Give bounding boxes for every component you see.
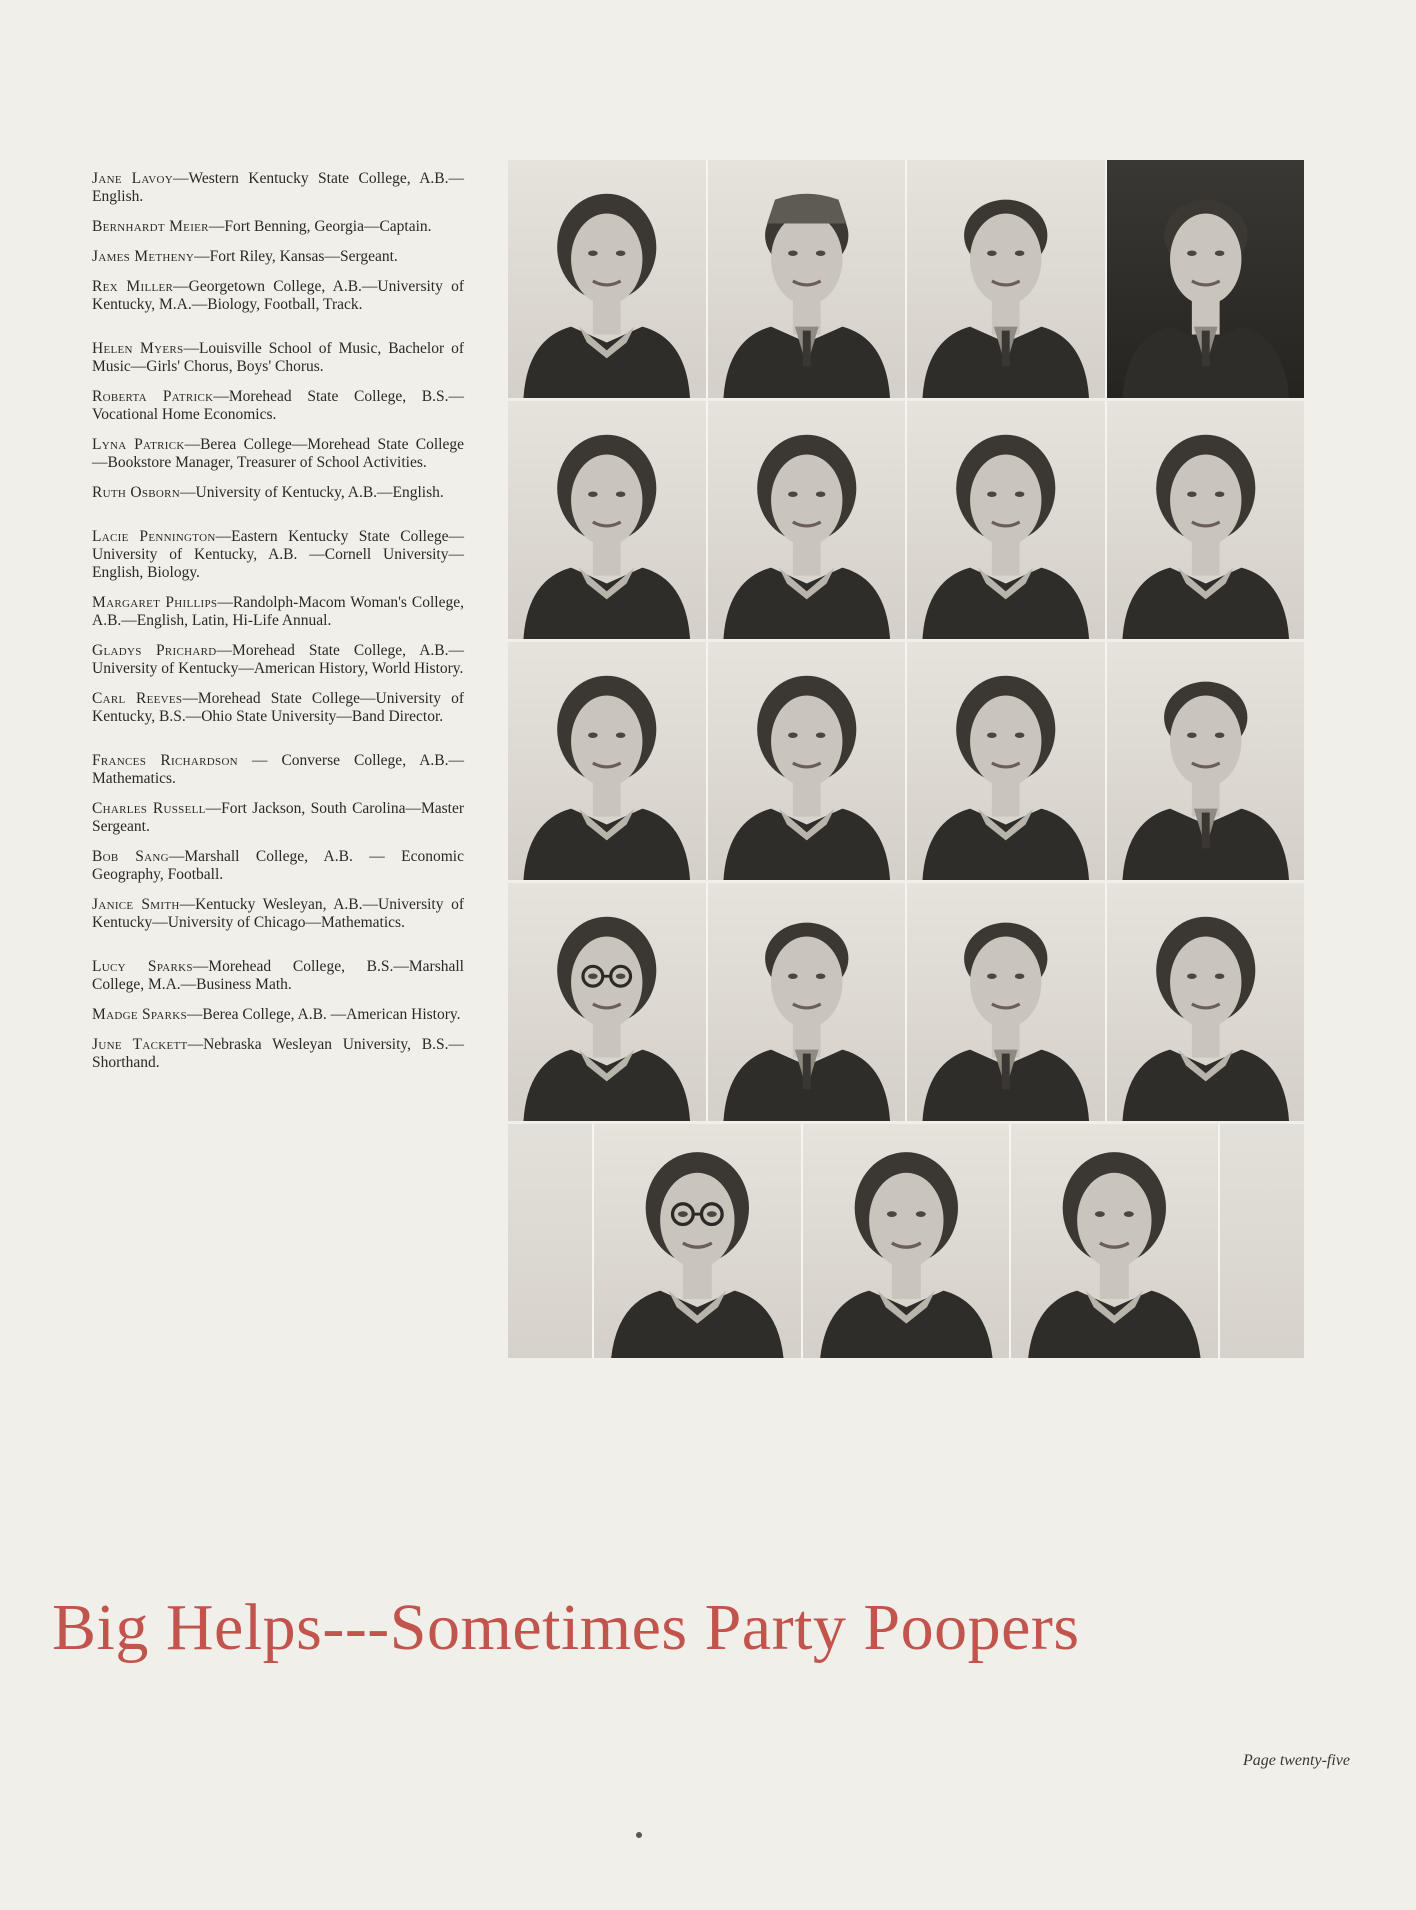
faculty-name: Gladys Prichard bbox=[92, 642, 217, 659]
faculty-portrait bbox=[508, 883, 708, 1121]
faculty-name: Jane Lavoy bbox=[92, 170, 173, 187]
faculty-name: Lacie Pennington bbox=[92, 528, 216, 545]
caption-group bbox=[92, 528, 464, 726]
faculty-name: Margaret Phillips bbox=[92, 594, 218, 611]
faculty-entry bbox=[92, 848, 464, 884]
faculty-details: —Eastern Kentucky State College—University of Kentucky, A.B. —Cornell University—English, Biology. bbox=[92, 528, 464, 581]
faculty-name: James Metheny bbox=[92, 248, 195, 265]
blank-photo-cell bbox=[508, 1124, 594, 1358]
faculty-name: June Tackett bbox=[92, 1036, 188, 1053]
faculty-name: Madge Sparks bbox=[92, 1006, 187, 1023]
portrait-row bbox=[508, 160, 1304, 398]
faculty-details: —Fort Riley, Kansas—Sergeant. bbox=[194, 248, 398, 265]
faculty-details: —Nebraska Wesleyan University, B.S.—Shorthand. bbox=[92, 1036, 464, 1071]
faculty-details: —Kentucky Wesleyan, A.B.—University of Kentucky—University of Chicago—Mathematics. bbox=[92, 896, 465, 931]
faculty-details: —University of Kentucky, A.B.—English. bbox=[180, 484, 444, 501]
faculty-name: Roberta Patrick bbox=[92, 388, 214, 405]
caption-group bbox=[92, 340, 464, 502]
portrait-row bbox=[508, 1124, 1304, 1358]
faculty-entry bbox=[92, 958, 464, 994]
faculty-portrait bbox=[1107, 642, 1305, 880]
faculty-entry bbox=[92, 218, 464, 236]
faculty-name: Helen Myers bbox=[92, 340, 184, 357]
faculty-details: —Morehead State College, A.B.—University of Kentucky—American History, World History. bbox=[92, 642, 464, 677]
faculty-entry bbox=[92, 1006, 464, 1024]
faculty-entry bbox=[92, 484, 464, 502]
faculty-name: Bob Sang bbox=[92, 848, 169, 865]
faculty-details: —Berea College—Morehead State College—Bookstore Manager, Treasurer of School Activities. bbox=[92, 436, 464, 471]
faculty-details: —Louisville School of Music, Bachelor of Music—Girls' Chorus, Boys' Chorus. bbox=[92, 340, 464, 375]
faculty-portrait bbox=[803, 1124, 1012, 1358]
faculty-name: Lyna Patrick bbox=[92, 436, 185, 453]
faculty-entry bbox=[92, 594, 464, 630]
portrait-row bbox=[508, 401, 1304, 639]
faculty-portrait bbox=[708, 401, 908, 639]
faculty-entry bbox=[92, 642, 464, 678]
page-number: Page twenty-five bbox=[1242, 1752, 1350, 1769]
portrait-row bbox=[508, 883, 1304, 1121]
faculty-name: Carl Reeves bbox=[92, 690, 183, 707]
faculty-portrait bbox=[1107, 160, 1305, 398]
faculty-details: —Marshall College, A.B. — Economic Geography, Football. bbox=[92, 848, 464, 883]
portrait-grid bbox=[508, 160, 1304, 1361]
faculty-portrait bbox=[708, 883, 908, 1121]
faculty-details: —Fort Benning, Georgia—Captain. bbox=[208, 218, 432, 235]
caption-group bbox=[92, 170, 464, 314]
faculty-portrait bbox=[508, 160, 708, 398]
faculty-entry bbox=[92, 388, 464, 424]
faculty-details: —Morehead State College, B.S.—Vocational Home Economics. bbox=[92, 388, 464, 423]
faculty-name: Lucy Sparks bbox=[92, 958, 193, 975]
faculty-details: —Georgetown College, A.B.—University of Kentucky, M.A.—Biology, Football, Track. bbox=[92, 278, 464, 313]
blank-photo-cell bbox=[1220, 1124, 1304, 1358]
faculty-portrait bbox=[907, 401, 1107, 639]
faculty-name: Frances Richardson bbox=[92, 752, 238, 769]
faculty-details: — Converse College, A.B.—Mathematics. bbox=[92, 752, 464, 787]
faculty-entry bbox=[92, 278, 464, 314]
faculty-details: —Berea College, A.B. —American History. bbox=[186, 1006, 461, 1023]
faculty-entry bbox=[92, 170, 464, 206]
caption-group bbox=[92, 958, 464, 1072]
faculty-portrait bbox=[907, 642, 1107, 880]
faculty-entry bbox=[92, 800, 464, 836]
print-speck bbox=[636, 1832, 642, 1838]
faculty-details: —Morehead State College—University of Kentucky, B.S.—Ohio State University—Band Director. bbox=[92, 690, 465, 725]
faculty-name: Ruth Osborn bbox=[92, 484, 180, 501]
faculty-entry bbox=[92, 528, 464, 582]
faculty-details: —Western Kentucky State College, A.B.—English. bbox=[92, 170, 464, 205]
faculty-portrait bbox=[1011, 1124, 1220, 1358]
faculty-portrait bbox=[1107, 401, 1305, 639]
faculty-name: Rex Miller bbox=[92, 278, 174, 295]
faculty-details: —Morehead College, B.S.—Marshall College, M.A.—Business Math. bbox=[92, 958, 464, 993]
faculty-details: —Randolph-Macom Woman's College, A.B.—English, Latin, Hi-Life Annual. bbox=[92, 594, 464, 629]
faculty-entry bbox=[92, 1036, 464, 1072]
faculty-entry bbox=[92, 896, 464, 932]
faculty-details: —Fort Jackson, South Carolina—Master Sergeant. bbox=[92, 800, 464, 835]
faculty-entry bbox=[92, 248, 464, 266]
faculty-name: Janice Smith bbox=[92, 896, 180, 913]
faculty-entry bbox=[92, 752, 464, 788]
caption-group bbox=[92, 752, 464, 932]
faculty-portrait bbox=[708, 642, 908, 880]
faculty-captions bbox=[92, 170, 464, 1084]
faculty-portrait bbox=[508, 642, 708, 880]
faculty-portrait bbox=[1107, 883, 1305, 1121]
faculty-portrait bbox=[708, 160, 908, 398]
faculty-name: Bernhardt Meier bbox=[92, 218, 209, 235]
faculty-portrait bbox=[907, 160, 1107, 398]
faculty-portrait bbox=[508, 401, 708, 639]
faculty-entry bbox=[92, 690, 464, 726]
faculty-portrait bbox=[907, 883, 1107, 1121]
page-headline: Big Helps---Sometimes Party Poopers bbox=[52, 1591, 1080, 1664]
faculty-name: Charles Russell bbox=[92, 800, 206, 817]
faculty-entry bbox=[92, 340, 464, 376]
portrait-row bbox=[508, 642, 1304, 880]
faculty-entry bbox=[92, 436, 464, 472]
faculty-portrait bbox=[594, 1124, 803, 1358]
